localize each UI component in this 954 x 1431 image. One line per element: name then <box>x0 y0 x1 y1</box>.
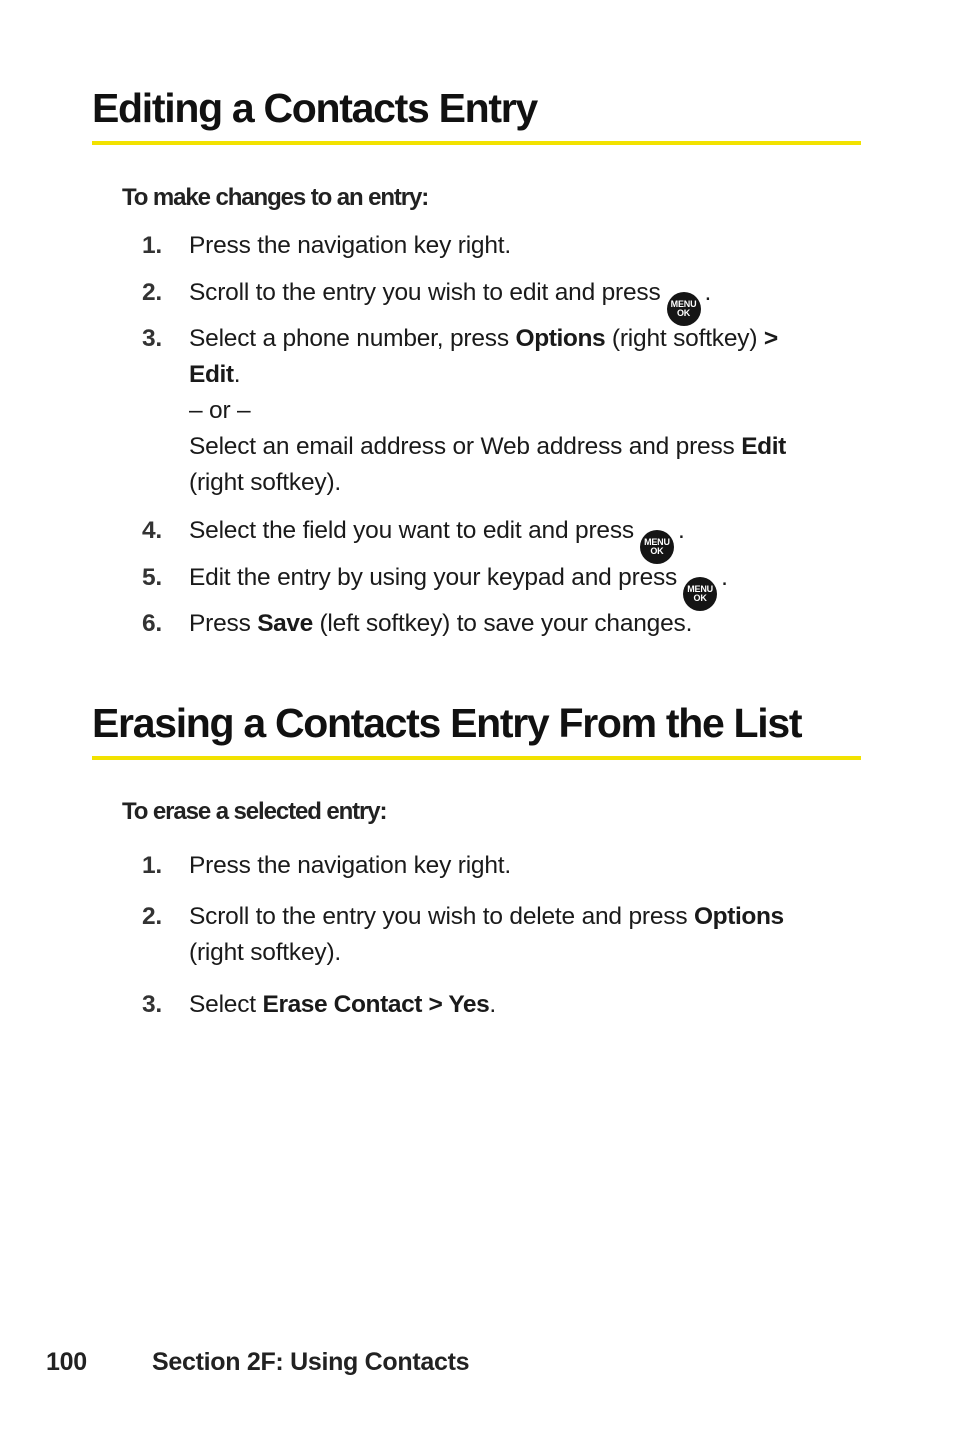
section-title: Editing a Contacts Entry <box>92 85 537 131</box>
menu-ok-key-icon: MENU OK <box>683 577 717 611</box>
menu-ok-key-icon: MENU OK <box>667 292 701 326</box>
section-erasing <box>92 701 861 760</box>
menu-ok-key-icon: MENU OK <box>640 530 674 564</box>
section-title: Erasing a Contacts Entry From the List <box>92 700 802 746</box>
section-editing <box>92 86 861 145</box>
footer-section: Section 2F: Using Contacts <box>152 1348 470 1376</box>
title-rule <box>92 756 861 760</box>
page-footer <box>46 1348 469 1377</box>
intro-text: To erase a selected entry: <box>122 798 387 825</box>
page-number: 100 <box>46 1348 87 1376</box>
intro-text: To make changes to an entry: <box>122 184 429 211</box>
title-rule <box>92 141 861 145</box>
